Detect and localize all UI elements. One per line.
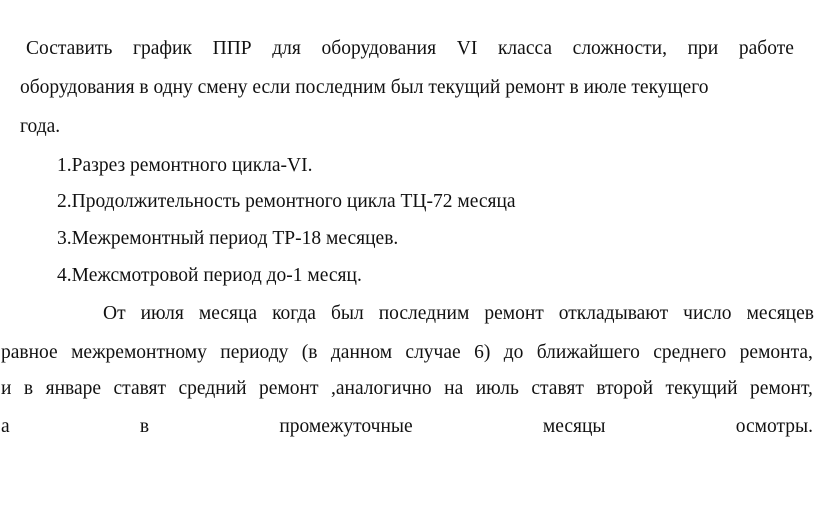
word: для — [272, 38, 301, 59]
word: ремонта, — [739, 342, 813, 363]
word: месяца — [198, 303, 258, 324]
word: ремонт — [259, 378, 319, 399]
word: число — [683, 303, 732, 324]
word: межремонтному — [71, 342, 207, 363]
explanation-line-3 — [1, 377, 813, 401]
word: график — [133, 38, 192, 59]
word: ремонт, — [750, 378, 813, 399]
intro-line-2: оборудования в одну смену если последним был текущий ремонт в июле текущего — [20, 77, 709, 98]
word: класса — [497, 38, 553, 59]
word: при — [687, 38, 719, 59]
word: 6) — [474, 342, 491, 363]
word: и — [1, 378, 12, 399]
list-item: 3.Межремонтный период ТР-18 месяцев. — [57, 228, 399, 249]
word: до — [503, 342, 524, 363]
word: Составить — [26, 38, 113, 59]
word: на — [444, 378, 464, 399]
word: От — [103, 303, 126, 324]
word: осмотры. — [735, 416, 813, 437]
word: промежуточные — [279, 416, 413, 437]
list-item: 2.Продолжительность ремонтного цикла ТЦ-72 месяца — [57, 191, 516, 212]
word: январе — [45, 378, 102, 399]
word: текущий — [665, 378, 738, 399]
word: а — [1, 416, 10, 437]
intro-line-1 — [26, 37, 794, 61]
word: оборудования — [321, 38, 437, 59]
explanation-line-2 — [1, 341, 813, 365]
word: среднего — [653, 342, 727, 363]
word: ставят — [531, 378, 584, 399]
word: в — [139, 416, 150, 437]
word: (в — [301, 342, 318, 363]
word: месяцы — [542, 416, 606, 437]
list-item: 4.Межсмотровой период до-1 месяц. — [57, 265, 362, 286]
word: второй — [596, 378, 654, 399]
word: работе — [738, 38, 794, 59]
list-item: 1.Разрез ремонтного цикла-VI. — [57, 155, 313, 176]
word: сложности, — [572, 38, 667, 59]
word: равное — [1, 342, 58, 363]
word: июля — [140, 303, 184, 324]
word: периоду — [220, 342, 289, 363]
word: средний — [178, 378, 247, 399]
word: июль — [475, 378, 519, 399]
word: VI — [456, 38, 478, 59]
intro-line-3: года. — [20, 116, 61, 137]
word: ставят — [113, 378, 167, 399]
word: ,аналогично — [330, 378, 432, 399]
word: случае — [405, 342, 461, 363]
word: месяцев — [746, 303, 814, 324]
word: откладывают — [558, 303, 669, 324]
word: когда — [272, 303, 316, 324]
word: ППР — [212, 38, 252, 59]
explanation-line-4 — [1, 415, 813, 439]
word: в — [23, 378, 34, 399]
word: ремонт — [484, 303, 544, 324]
word: был — [330, 303, 364, 324]
word: данном — [330, 342, 393, 363]
word: ближайшего — [536, 342, 640, 363]
explanation-line-1 — [103, 302, 814, 326]
word: последним — [378, 303, 470, 324]
